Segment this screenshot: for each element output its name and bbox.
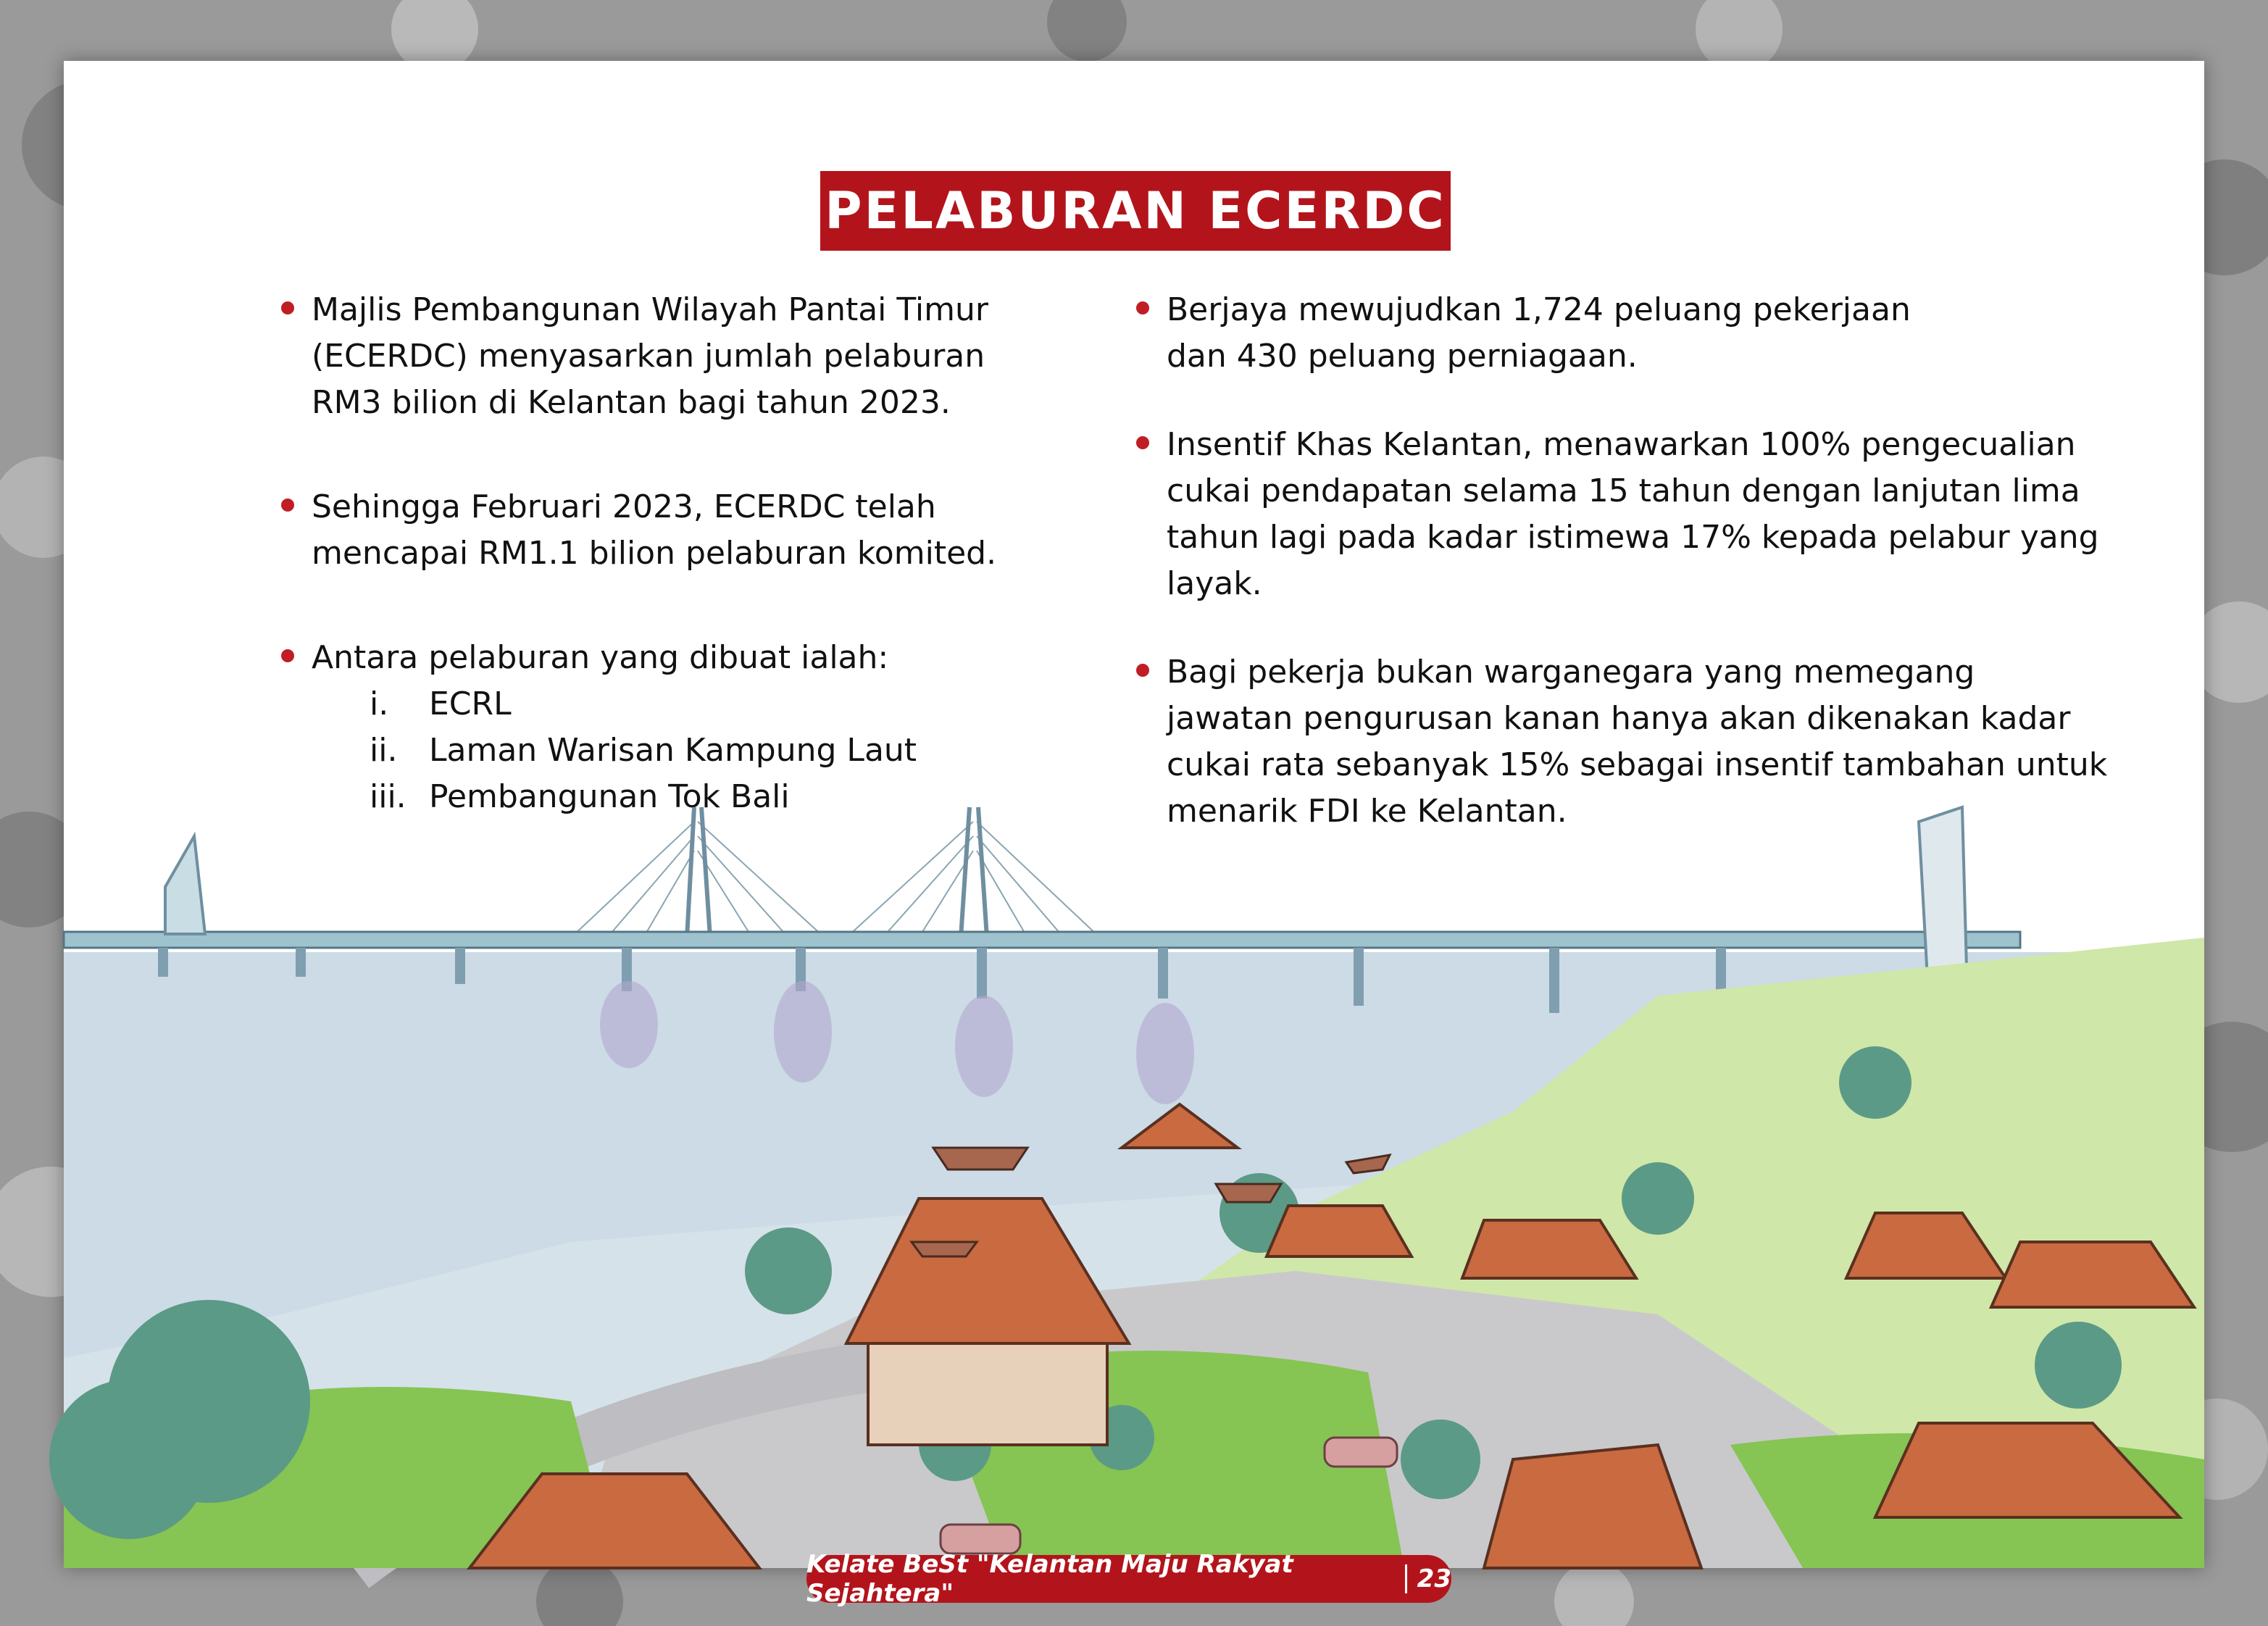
bullet-target-investment [281,287,1093,426]
text-line: Majlis Pembangunan Wilayah Pantai Timur [312,291,988,328]
text-line: cukai pendapatan selama 15 tahun dengan lanjutan lima [1167,472,2080,509]
text-line: Antara pelaburan yang dibuat ialah: [312,639,889,676]
investment-sublist [370,681,1093,820]
text-line: mencapai RM1.1 bilion pelaburan komited. [312,535,997,572]
list-item: i. ECRL [370,685,512,722]
title-banner [820,171,1451,251]
text-line: menarik FDI ke Kelantan. [1167,793,1567,830]
footer-separator [1405,1564,1407,1593]
bullet-dot-icon [1136,301,1149,314]
bullet-dot-icon [281,499,294,512]
bullet-dot-icon [281,649,294,662]
text-line: tahun lagi pada kadar istimewa 17% kepada pelabur yang [1167,519,2099,556]
text-line: layak. [1167,565,1262,602]
text-line: cukai rata sebanyak 15% sebagai insentif tambahan untuk [1167,746,2108,783]
list-item: ii. Laman Warisan Kampung Laut [370,732,917,769]
bullet-special-incentive [1136,422,2194,607]
bullet-investment-list [281,635,1093,820]
bullet-jobs-created [1136,287,2194,380]
page-number: 23 [1417,1564,1451,1593]
waterfront-illustration [64,807,2204,1568]
list-item: iii. Pembangunan Tok Bali [370,778,790,815]
bridge [571,807,1100,938]
bullet-dot-icon [1136,664,1149,677]
bullet-committed-investment [281,484,1093,577]
magazine-page [64,61,2204,1608]
car [1325,1438,1397,1467]
car [941,1525,1020,1554]
bridge-deck [64,932,2020,948]
text-line: Insentif Khas Kelantan, menawarkan 100% pengecualian [1167,426,2076,463]
bullet-dot-icon [1136,436,1149,449]
left-column [281,287,1093,820]
text-line: dan 430 peluang perniagaan. [1167,338,1638,375]
footer-banner [806,1550,1451,1608]
text-line: RM3 bilion di Kelantan bagi tahun 2023. [312,384,951,421]
footer-text: Kelate BeSt "Kelantan Maju Rakyat Sejahtera" [806,1550,1293,1608]
text-line: jawatan pengurusan kanan hanya akan dikenakan kadar [1167,700,2071,737]
text-line: (ECERDC) menyasarkan jumlah pelaburan [312,338,985,375]
page-title: PELABURAN ECERDC [825,181,1446,241]
text-line: Bagi pekerja bukan warganegara yang memegang [1167,654,1975,691]
bullet-dot-icon [281,301,294,314]
text-line: Berjaya mewujudkan 1,724 peluang pekerjaan [1167,291,1911,328]
text-line: Sehingga Februari 2023, ECERDC telah [312,488,936,525]
right-column [1136,287,2194,835]
